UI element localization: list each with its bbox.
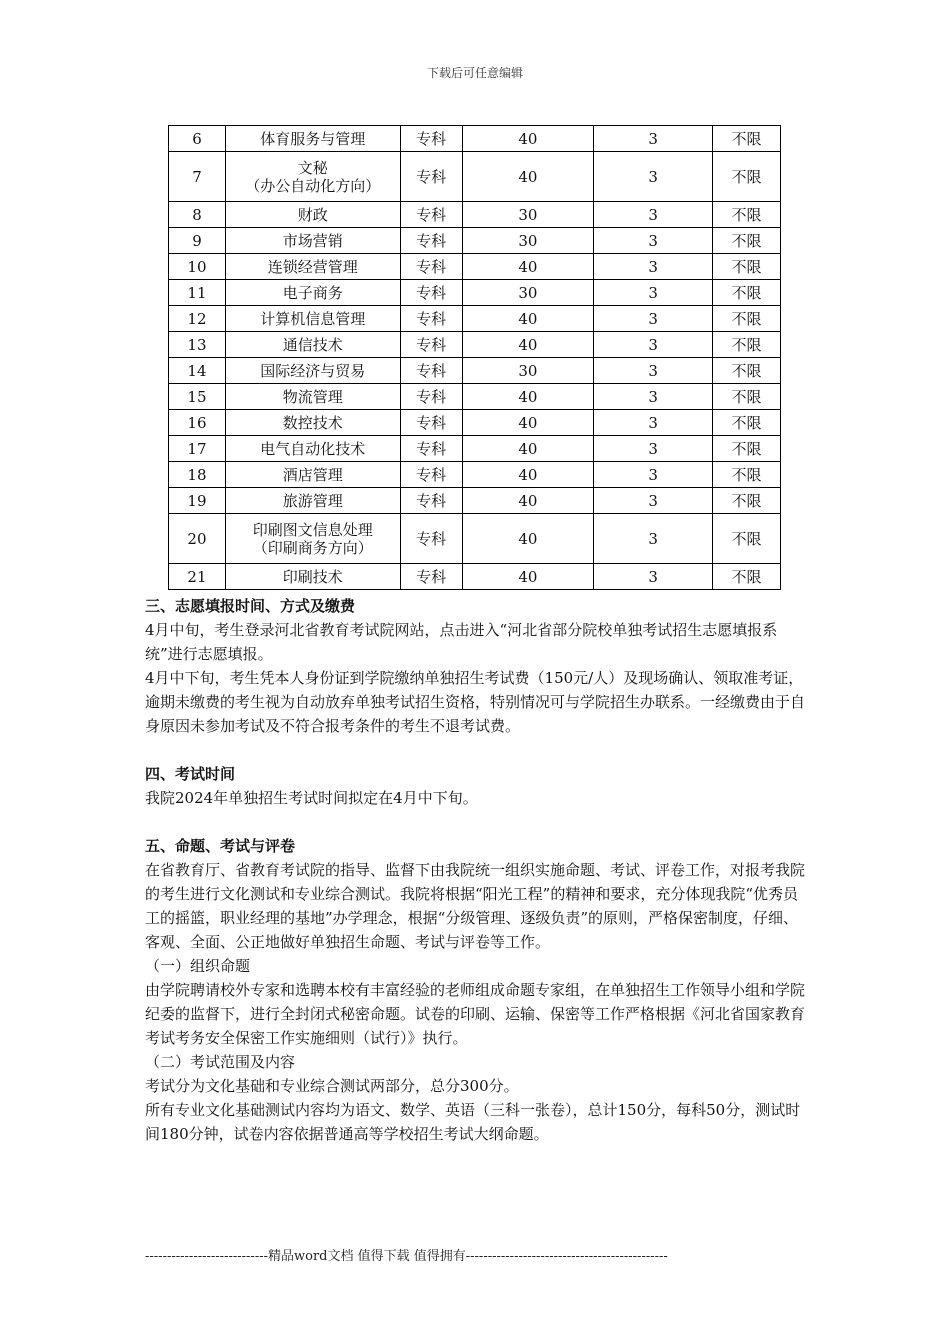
level-cell: 专科	[400, 564, 462, 590]
level-cell: 专科	[400, 280, 462, 306]
table-row	[169, 488, 781, 514]
requirement-cell: 不限	[713, 488, 781, 514]
table-row	[169, 332, 781, 358]
table-row	[169, 254, 781, 280]
enrollment-plan-cell: 40	[462, 488, 594, 514]
enrollment-plan-cell: 40	[462, 436, 594, 462]
duration-cell: 3	[594, 202, 713, 228]
spacer	[145, 810, 805, 834]
major-name-cell	[225, 126, 400, 152]
paragraph: 我院2024年单独招生考试时间拟定在4月中下旬。	[145, 789, 478, 807]
table-row	[169, 564, 781, 590]
level-cell: 专科	[400, 332, 462, 358]
enrollment-plan-cell: 40	[462, 514, 594, 564]
table-row	[169, 358, 781, 384]
major-name-cell	[225, 228, 400, 254]
section-heading: 四、考试时间	[145, 765, 236, 783]
level-cell: 专科	[400, 358, 462, 384]
row-number-cell: 15	[169, 384, 226, 410]
table-row	[169, 202, 781, 228]
major-name-cell	[225, 436, 400, 462]
document-body	[145, 594, 805, 1146]
row-number-cell: 17	[169, 436, 226, 462]
section-heading: 五、命题、考试与评卷	[145, 837, 296, 855]
enrollment-plan-cell: 40	[462, 254, 594, 280]
duration-cell: 3	[594, 514, 713, 564]
major-name-line: 国际经济与贸易	[260, 361, 366, 380]
enrollment-plan-cell: 40	[462, 384, 594, 410]
major-name-line: 通信技术	[282, 335, 343, 354]
level-cell: 专科	[400, 306, 462, 332]
major-name-cell	[225, 202, 400, 228]
table-row	[169, 462, 781, 488]
requirement-cell: 不限	[713, 384, 781, 410]
duration-cell: 3	[594, 358, 713, 384]
requirement-cell: 不限	[713, 410, 781, 436]
major-name-cell	[225, 514, 400, 564]
requirement-cell: 不限	[713, 436, 781, 462]
enrollment-plan-cell: 40	[462, 462, 594, 488]
duration-cell: 3	[594, 254, 713, 280]
row-number-cell: 16	[169, 410, 226, 436]
table-row	[169, 126, 781, 152]
requirement-cell: 不限	[713, 280, 781, 306]
requirement-cell: 不限	[713, 332, 781, 358]
requirement-cell: 不限	[713, 306, 781, 332]
enrollment-plan-cell: 40	[462, 306, 594, 332]
major-name-line: 物流管理	[282, 387, 343, 406]
duration-cell: 3	[594, 488, 713, 514]
enrollment-plan-cell: 30	[462, 228, 594, 254]
major-name-cell	[225, 462, 400, 488]
level-cell: 专科	[400, 228, 462, 254]
row-number-cell: 6	[169, 126, 226, 152]
major-name-cell	[225, 254, 400, 280]
level-cell: 专科	[400, 152, 462, 202]
row-number-cell: 20	[169, 514, 226, 564]
requirement-cell: 不限	[713, 564, 781, 590]
major-name-line: 印刷图文信息处理	[252, 520, 373, 539]
duration-cell: 3	[594, 384, 713, 410]
requirement-cell: 不限	[713, 126, 781, 152]
table-row	[169, 228, 781, 254]
page-header: 下载后可任意编辑	[426, 66, 523, 80]
row-number-cell: 9	[169, 228, 226, 254]
row-number-cell: 21	[169, 564, 226, 590]
major-name-line: （办公自动化方向）	[245, 176, 381, 195]
duration-cell: 3	[594, 564, 713, 590]
major-name-line: 酒店管理	[282, 465, 343, 484]
level-cell: 专科	[400, 384, 462, 410]
paragraph: 4月中下旬，考生凭本人身份证到学院缴纳单独招生考试费（150元/人）及现场确认、领取准考证，逾期未缴费的考生视为自动放弃单独考试招生资格，特别情况可与学院招生办联系。一经缴费由于自身原因未参加考试及不符合报考条件的考生不退考试费。	[145, 669, 806, 735]
major-name-line: 市场营销	[282, 231, 343, 250]
major-name-cell	[225, 152, 400, 202]
major-name-line: 计算机信息管理	[260, 309, 366, 328]
duration-cell: 3	[594, 306, 713, 332]
enrollment-plan-cell: 40	[462, 332, 594, 358]
paragraph: （一）组织命题	[145, 957, 251, 975]
enrollment-plan-cell: 40	[462, 152, 594, 202]
enrollment-plan-cell: 30	[462, 280, 594, 306]
requirement-cell: 不限	[713, 254, 781, 280]
row-number-cell: 10	[169, 254, 226, 280]
row-number-cell: 8	[169, 202, 226, 228]
table-row	[169, 410, 781, 436]
row-number-cell: 13	[169, 332, 226, 358]
table-row	[169, 306, 781, 332]
level-cell: 专科	[400, 410, 462, 436]
paragraph: 由学院聘请校外专家和选聘本校有丰富经验的老师组成命题专家组，在单独招生工作领导小组和学院纪委的监督下，进行全封闭式秘密命题。试卷的印刷、运输、保密等工作严格根据《河北省国家教育考试考务安全保密工作实施细则（试行）》执行。	[145, 981, 806, 1047]
major-name-cell	[225, 384, 400, 410]
table-row	[169, 152, 781, 202]
majors-table	[168, 125, 781, 590]
paragraph: 考试分为文化基础和专业综合测试两部分，总分300分。	[145, 1077, 519, 1095]
major-name-cell	[225, 332, 400, 358]
major-name-cell	[225, 280, 400, 306]
row-number-cell: 11	[169, 280, 226, 306]
table-row	[169, 436, 781, 462]
section-heading: 三、志愿填报时间、方式及缴费	[145, 597, 356, 615]
level-cell: 专科	[400, 462, 462, 488]
major-name-line: 文秘	[297, 158, 328, 177]
requirement-cell: 不限	[713, 228, 781, 254]
row-number-cell: 14	[169, 358, 226, 384]
row-number-cell: 18	[169, 462, 226, 488]
requirement-cell: 不限	[713, 358, 781, 384]
major-name-line: 电气自动化技术	[260, 439, 366, 458]
page-footer: ----------------------------精品word文档 值得下载 值得拥有----------------------------------------------	[145, 1249, 668, 1264]
duration-cell: 3	[594, 462, 713, 488]
major-name-line: 印刷技术	[282, 567, 343, 586]
duration-cell: 3	[594, 332, 713, 358]
major-name-line: （印刷商务方向）	[252, 538, 373, 557]
major-name-line: 财政	[297, 205, 328, 224]
level-cell: 专科	[400, 126, 462, 152]
major-name-cell	[225, 306, 400, 332]
enrollment-plan-cell: 30	[462, 202, 594, 228]
row-number-cell: 7	[169, 152, 226, 202]
paragraph: 4月中旬，考生登录河北省教育考试院网站，点击进入“河北省部分院校单独考试招生志愿填报系统”进行志愿填报。	[145, 621, 778, 663]
duration-cell: 3	[594, 410, 713, 436]
enrollment-plan-cell: 40	[462, 126, 594, 152]
major-name-line: 数控技术	[282, 413, 343, 432]
level-cell: 专科	[400, 436, 462, 462]
table-row	[169, 384, 781, 410]
paragraph: 所有专业文化基础测试内容均为语文、数学、英语（三科一张卷），总计150分，每科50分，测试时间180分钟，试卷内容依据普通高等学校招生考试大纲命题。	[145, 1101, 801, 1143]
duration-cell: 3	[594, 126, 713, 152]
duration-cell: 3	[594, 436, 713, 462]
paragraph: （二）考试范围及内容	[145, 1053, 296, 1071]
major-name-line: 旅游管理	[282, 491, 343, 510]
major-name-line: 连锁经营管理	[267, 257, 358, 276]
spacer	[145, 738, 805, 762]
level-cell: 专科	[400, 254, 462, 280]
major-name-cell	[225, 358, 400, 384]
major-name-line: 体育服务与管理	[260, 129, 366, 148]
major-name-cell	[225, 410, 400, 436]
table-row	[169, 280, 781, 306]
enrollment-plan-cell: 30	[462, 358, 594, 384]
paragraph: 在省教育厅、省教育考试院的指导、监督下由我院统一组织实施命题、考试、评卷工作，对报考我院的考生进行文化测试和专业综合测试。我院将根据“阳光工程”的精神和要求，充分体现我院“优秀员工的摇篮，职业经理的基地”办学理念，根据“分级管理、逐级负责”的原则，严格保密制度，仔细、客观、全面、公正地做好单独招生命题、考试与评卷等工作。	[145, 861, 806, 951]
level-cell: 专科	[400, 488, 462, 514]
level-cell: 专科	[400, 202, 462, 228]
major-name-cell	[225, 564, 400, 590]
major-name-cell	[225, 488, 400, 514]
table-row	[169, 514, 781, 564]
duration-cell: 3	[594, 280, 713, 306]
enrollment-plan-cell: 40	[462, 564, 594, 590]
requirement-cell: 不限	[713, 514, 781, 564]
row-number-cell: 12	[169, 306, 226, 332]
enrollment-plan-cell: 40	[462, 410, 594, 436]
level-cell: 专科	[400, 514, 462, 564]
row-number-cell: 19	[169, 488, 226, 514]
requirement-cell: 不限	[713, 462, 781, 488]
requirement-cell: 不限	[713, 202, 781, 228]
major-name-line: 电子商务	[282, 283, 343, 302]
duration-cell: 3	[594, 228, 713, 254]
majors-table-body	[169, 126, 781, 590]
requirement-cell: 不限	[713, 152, 781, 202]
duration-cell: 3	[594, 152, 713, 202]
